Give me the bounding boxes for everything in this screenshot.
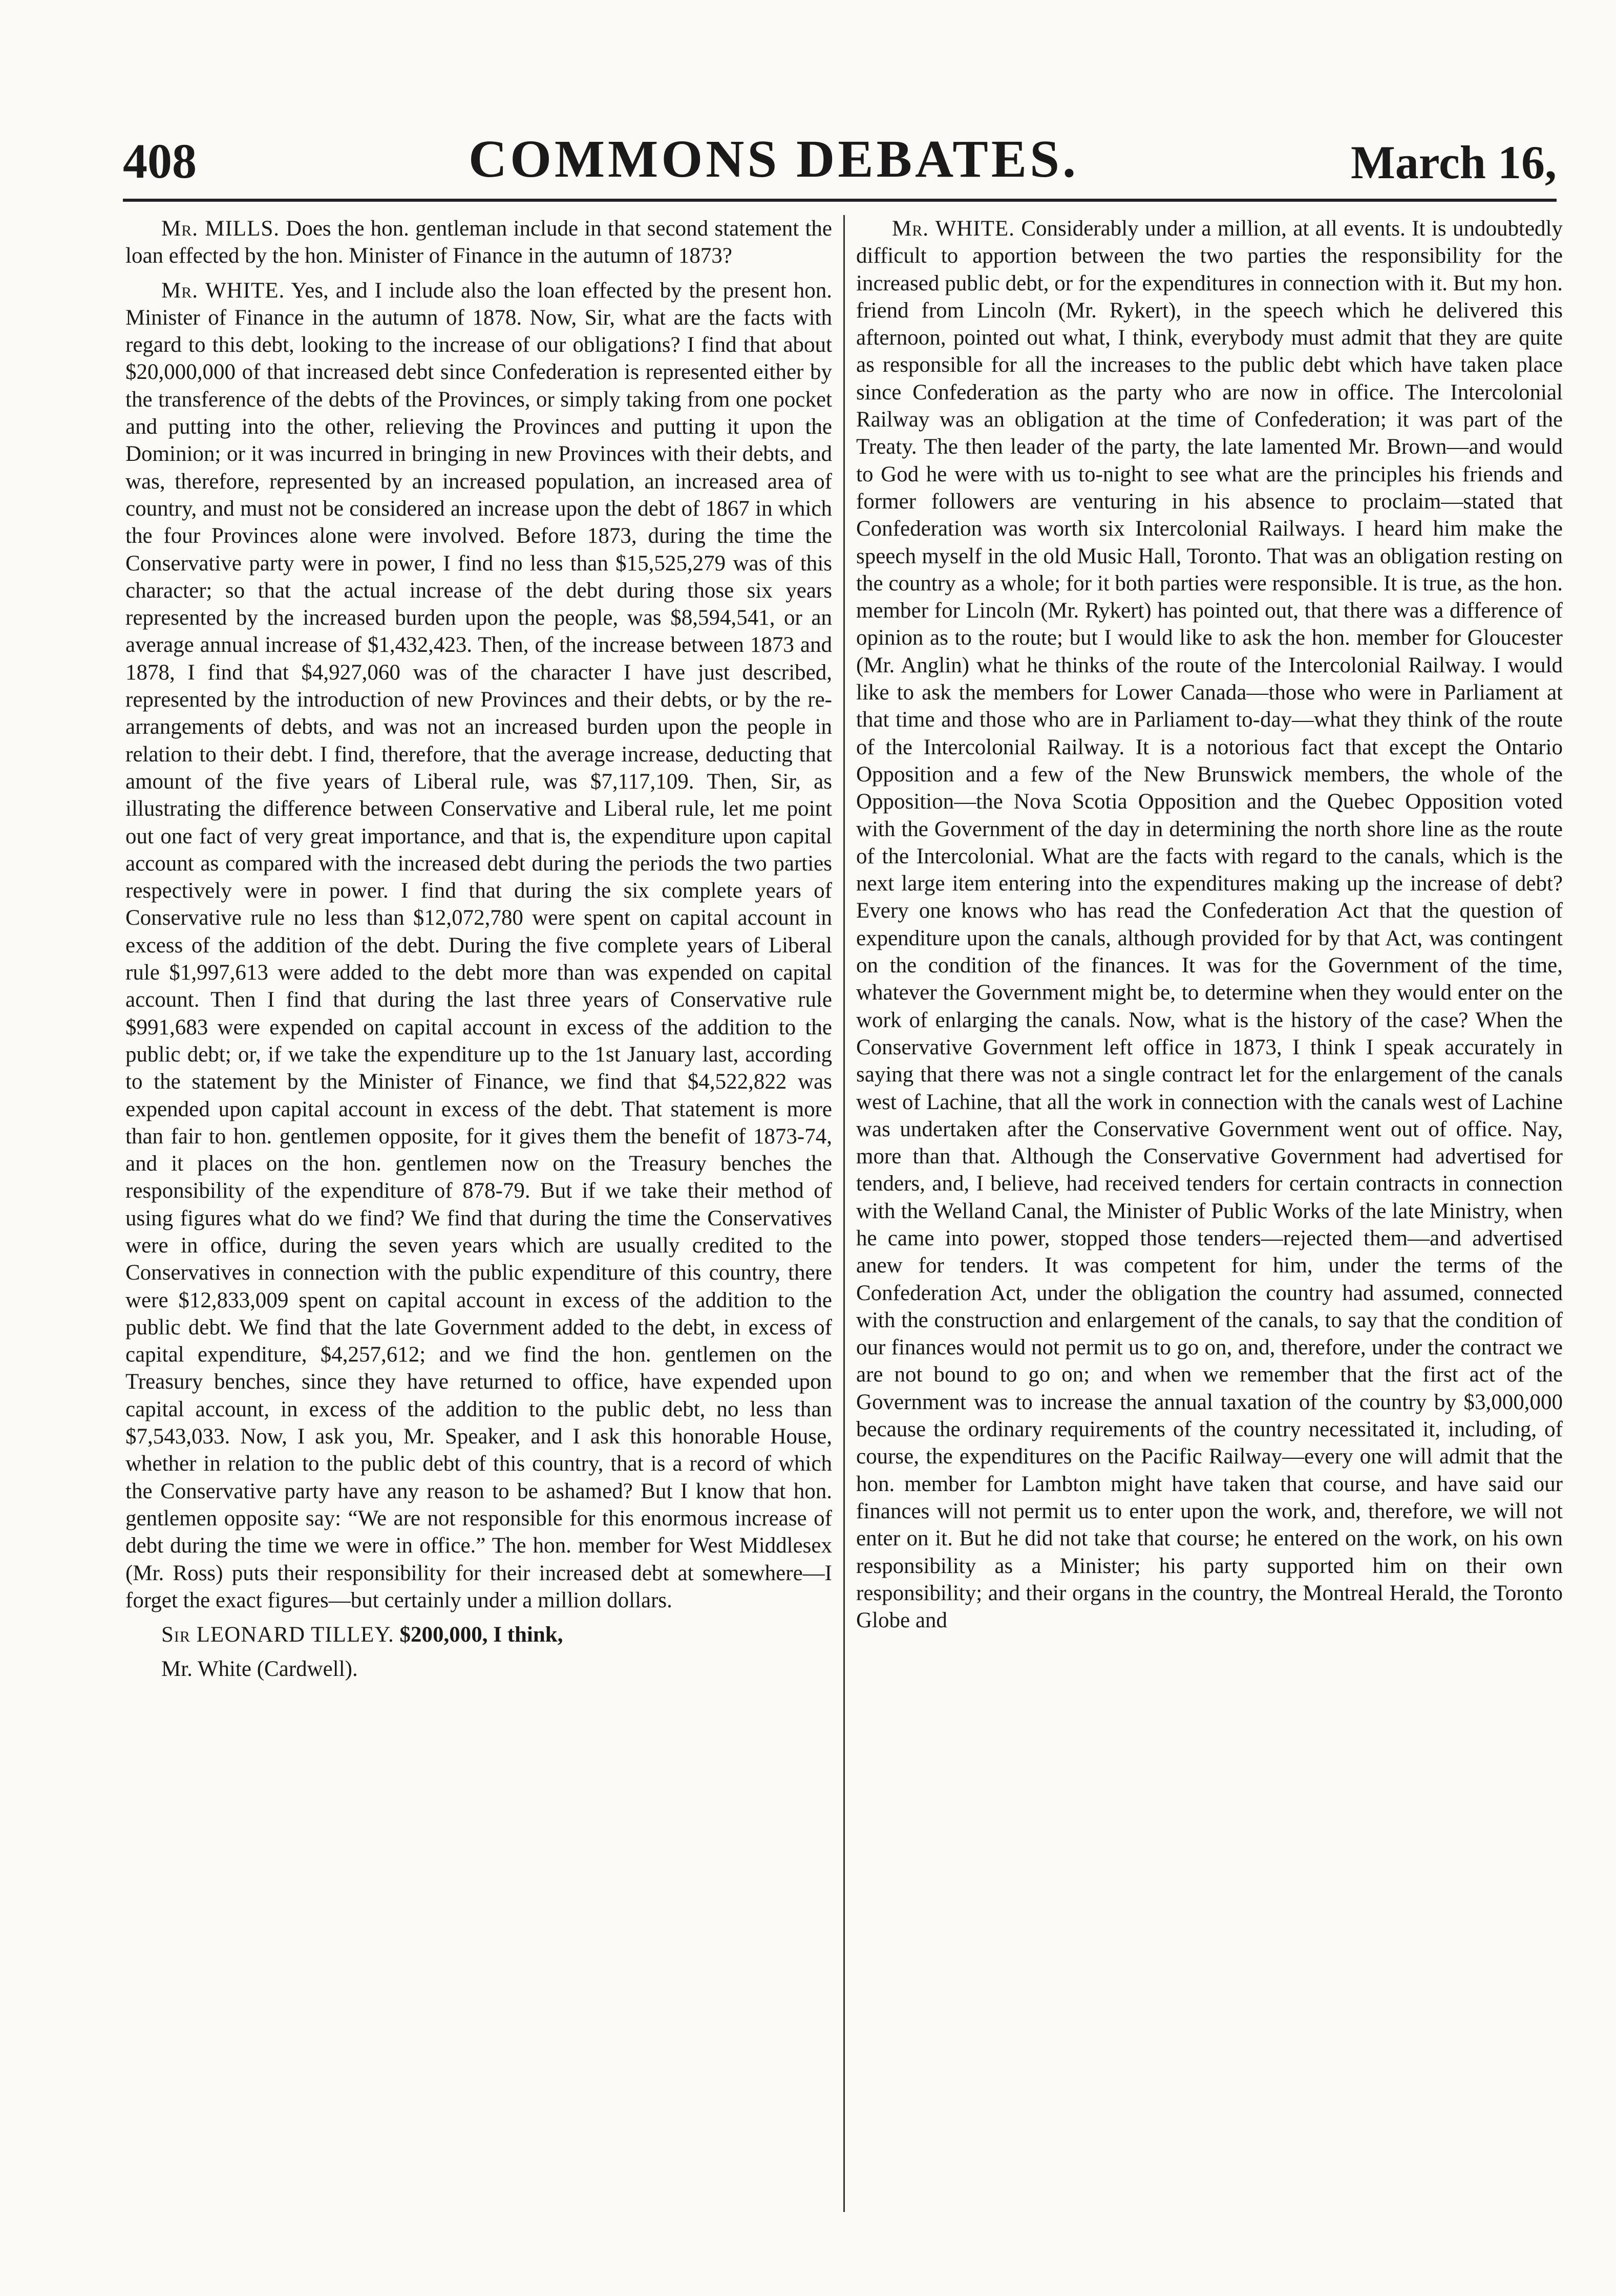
paragraph xyxy=(125,215,832,270)
speaker-name: Mr. WHITE. xyxy=(161,278,285,303)
paragraph-text: Yes, and I include also the loan effected by the present hon. Minister of Finance in the autumn of 1878. Now, Sir, what are the facts with regard to this debt, looking to the increase of our obligations? I find that about $20,000,000 of that increased debt since Confederation is represented either by the transference of the debts of the Provinces, or simply taking from one pocket and putting into the other, relieving the Provinces and putting it upon the Dominion; or it was incurred in bringing in new Provinces with their debts, and was, therefore, represented by an increased population, an increased area of country, and must not be considered an increase upon the debt of 1867 in which the four Provinces alone were involved. Before 1873, during the time the Conservative party were in power, I find no less than $15,525,279 was of this character; so that the actual increase of the debt during those six years represented by the increased burden upon the people, was $8,594,541, or an average annual increase of $1,432,423. Then, of the increase between 1873 and 1878, I find that $4,927,060 was of the character I have just described, represented by the introduction of new Provinces and their debts, or by the re-arrangements of debts, and was not an increased burden upon the people in relation to their debt. I find, therefore, that the average increase, deducting that amount of the five years of Liberal rule, was $7,117,109. Then, Sir, as illustrating the difference between Conservative and Liberal rule, let me point out one fact of very great importance, and that is, the expenditure upon capital account as compared with the increased debt during the periods the two parties respectively were in power. I find that during the six complete years of Conservative rule no less than $12,072,780 were spent on capital account in excess of the addition of the debt. During the five complete years of Liberal rule $1,997,613 were added to the debt more than was expended on capital account. Then I find that during the last three years of Conservative rule $991,683 were expended on capital account in excess of the addition to the public debt; or, if we take the expenditure up to the 1st January last, according to the statement by the Minister of Finance, we find that $4,522,822 was expended upon capital account in excess of the debt. That statement is more than fair to hon. gentlemen opposite, for it gives them the benefit of 1873-74, and it places on the hon. gentlemen now on the Treasury benches the responsibility of the expenditure of 878-79. But if we take their method of using figures what do we find? We find that during the time the Conservatives were in office, during the seven years which are usually credited to the Conservatives in connection with the public expenditure of this country, there were $12,833,009 spent on capital account in excess of the addition to the public debt. We find that the late Government added to the debt, in excess of capital expenditure, $4,257,612; and we find the hon. gentlemen on the Treasury benches, since they have returned to office, have expended upon capital account, in excess of the addition to the public debt, no less than $7,543,033. Now, I ask you, Mr. Speaker, and I ask this honorable House, whether in relation to the public debt of this country, that is a record of which the Conservative party have any reason to be ashamed? But I know that hon. gentlemen opposite say: “We are not responsible for this enormous increase of debt during the time we were in office.” The hon. member for West Middlesex (Mr. Ross) puts their responsibility for their increased debt at somewhere—I forget the exact figures—but certainly under a million dollars. xyxy=(125,278,832,1612)
page-number: 408 xyxy=(123,134,197,188)
left-column xyxy=(125,215,832,2243)
interjection xyxy=(125,1621,832,1648)
paragraph xyxy=(856,215,1563,1634)
paragraph xyxy=(125,277,832,1614)
header-rule xyxy=(123,199,1557,202)
column-divider xyxy=(843,215,845,2212)
publication-title: COMMONS DEBATES. xyxy=(469,130,1079,188)
right-column xyxy=(856,215,1563,2243)
paragraph-text: Considerably under a million, at all events. It is undoubtedly difficult to apportion between the two parties the responsibility for the increased public debt, or for the expenditures in connection with it. But my hon. friend from Lincoln (Mr. Rykert), in the speech which he delivered this afternoon, pointed out what, I think, everybody must admit that they are quite as responsible for all the increases to the public debt which have taken place since Confederation as the party who are now in office. The Intercolonial Railway was an obligation at the time of Confederation; it was part of the Treaty. The then leader of the party, the late lamented Mr. Brown—and would to God he were with us to-night to see what are the principles his friends and former followers are venturing in his absence to proclaim—stated that Confederation was worth six Intercolonial Railways. I heard him make the speech myself in the old Music Hall, Toronto. That was an obligation resting on the country as a whole; for it both parties were responsible. It is true, as the hon. member for Lincoln (Mr. Rykert) has pointed out, that there was a difference of opinion as to the route; but I would like to ask the hon. member for Gloucester (Mr. Anglin) what he thinks of the route of the Intercolonial Railway. I would like to ask the members for Lower Canada—those who were in Parliament at that time and those who are in Parliament to-day—what they think of the route of the Intercolonial Railway. It is a notorious fact that except the Ontario Opposition and a few of the New Brunswick members, the whole of the Opposition—the Nova Scotia Opposition and the Quebec Opposition voted with the Government of the day in determining the north shore line as the route of the Intercolonial. What are the facts with regard to the canals, which is the next large item entering into the expenditures making up the increase of debt? Every one knows who has read the Confederation Act that the question of expenditure upon the canals, although provided for by that Act, was contingent on the condition of the finances. It was for the Government of the time, whatever the Government might be, to determine when they would enter on the work of enlarging the canals. Now, what is the history of the case? When the Conservative Government left office in 1873, I think I speak accurately in saying that there was not a single contract let for the enlargement of the canals west of Lachine, that all the work in connection with the canals west of Lachine was undertaken after the Conservative Government went out of office. Nay, more than that. Although the Conservative Government had advertised for tenders, and, I believe, had received tenders for certain contracts in connection with the Welland Canal, the Minister of Public Works of the late Ministry, when he came into power, stopped those tenders—rejected them—and advertised anew for tenders. It was competent for him, under the terms of the Confederation Act, under the obligation the country had assumed, connected with the construction and enlargement of the canals, to say that the condition of our finances would not permit us to go on, and, therefore, under the contract we are not bound to go on; and when we remember that the first act of the Government was to increase the annual taxation of the country by $3,000,000 because the ordinary requirements of the country necessitated it, including, of course, the expenditures on the Pacific Railway—every one will admit that the hon. member for Lambton might have taken that course, and have said our finances will not permit us to enter upon the work, and, therefore, we will not enter on it. But he did not take that course; he entered on the work, on his own responsibility as a Minister; his party supported him on their own responsibility; and their organs in the country, the Montreal Herald, the Toronto Globe and xyxy=(856,217,1563,1633)
interjection-text: $200,000, I think, xyxy=(399,1623,563,1647)
page-date: March 16, xyxy=(1350,136,1557,188)
speaker-name: Mr. WHITE. xyxy=(892,217,1015,241)
speaker-name: Sir LEONARD TILLEY. xyxy=(161,1623,394,1647)
paragraph-text: Does the hon. gentleman include in that second statement the loan effected by the hon. Minister of Finance in the autumn of 1873? xyxy=(125,217,832,268)
speaker-attribution: Mr. White (Cardwell). xyxy=(161,1657,358,1682)
speaker-name: Mr. MILLS. xyxy=(161,217,280,241)
page-header xyxy=(123,123,1557,189)
